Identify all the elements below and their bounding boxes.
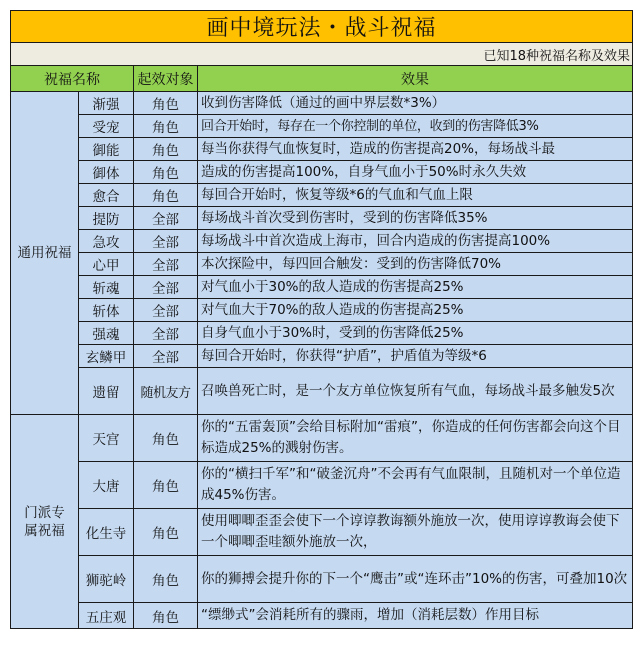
table-row [11,462,633,509]
blessing-target: 角色 [134,161,198,184]
blessing-name: 狮驼岭 [79,556,134,603]
blessing-target: 全部 [134,253,198,276]
blessing-target: 全部 [134,299,198,322]
blessing-target: 角色 [134,138,198,161]
header-name: 祝福名称 [11,66,134,92]
table-row [11,184,633,207]
page-title: 画中境玩法・战斗祝福 [11,11,633,43]
table-row [11,276,633,299]
table-row [11,322,633,345]
blessing-target: 角色 [134,115,198,138]
blessing-name: 遗留 [79,368,134,415]
blessing-effect: 使用唧唧歪歪会使下一个谆谆教诲额外施放一次，使用谆谆教诲会使下一个唧唧歪哇额外施放一次， [198,509,633,556]
blessing-effect: 回合开始时，每存在一个你控制的单位，收到的伤害降低3% [198,115,633,138]
header-target: 起效对象 [134,66,198,92]
blessing-effect: 每当你获得气血恢复时，造成的伤害提高20%，每场战斗最 [198,138,633,161]
blessing-name: 强魂 [79,322,134,345]
table-row [11,230,633,253]
blessing-name: 斩体 [79,299,134,322]
table-row [11,92,633,115]
blessing-name: 受宠 [79,115,134,138]
blessing-name: 五庄观 [79,603,134,629]
blessing-target: 全部 [134,345,198,368]
blessing-target: 角色 [134,556,198,603]
blessing-target: 全部 [134,230,198,253]
category-general: 通用祝福 [11,92,79,415]
blessing-effect: 每回合开始时，你获得“护盾”，护盾值为等级*6 [198,345,633,368]
table-row [11,415,633,462]
table-row [11,115,633,138]
blessing-effect: 每回合开始时，恢复等级*6的气血和气血上限 [198,184,633,207]
blessing-name: 提防 [79,207,134,230]
blessing-target: 角色 [134,184,198,207]
blessing-effect: 每场战斗中首次造成上海市，回合内造成的伤害提高100% [198,230,633,253]
blessing-target: 全部 [134,207,198,230]
subtitle: 已知18种祝福名称及效果 [11,43,633,66]
blessings-table [10,10,633,629]
blessing-effect: 召唤兽死亡时，是一个友方单位恢复所有气血，每场战斗最多触发5次 [198,368,633,415]
blessing-target: 角色 [134,462,198,509]
category-sect-line-2: 属祝福 [24,522,65,539]
table-row [11,207,633,230]
blessing-name: 渐强 [79,92,134,115]
blessing-target: 角色 [134,415,198,462]
blessing-effect: 每场战斗首次受到伤害时，受到的伤害降低35% [198,207,633,230]
blessing-effect: 你的狮搏会提升你的下一个“鹰击”或“连环击”10%的伤害，可叠加10次 [198,556,633,603]
blessing-name: 心甲 [79,253,134,276]
blessing-target: 角色 [134,92,198,115]
blessing-name: 御能 [79,138,134,161]
header-effect: 效果 [198,66,633,92]
category-sect-line-1: 门派专 [24,504,65,521]
blessing-effect: 你的“横扫千军”和“破釜沉舟”不会再有气血限制，且随机对一个单位造成45%伤害。 [198,462,633,509]
table-row [11,368,633,415]
table-row [11,603,633,629]
blessing-name: 化生寺 [79,509,134,556]
blessing-name: 大唐 [79,462,134,509]
blessing-effect: 对气血小于30%的敌人造成的伤害提高25% [198,276,633,299]
blessing-target: 全部 [134,322,198,345]
blessing-name: 愈合 [79,184,134,207]
blessing-effect: 对气血大于70%的敌人造成的伤害提高25% [198,299,633,322]
blessing-name: 御体 [79,161,134,184]
blessing-name: 天宫 [79,415,134,462]
blessing-target: 全部 [134,276,198,299]
blessing-effect: “缥缈式”会消耗所有的骤雨，增加（消耗层数）作用目标 [198,603,633,629]
blessing-effect: 本次探险中，每四回合触发：受到的伤害降低70% [198,253,633,276]
blessing-effect: 自身气血小于30%时，受到的伤害降低25% [198,322,633,345]
blessing-target: 角色 [134,603,198,629]
table-row [11,509,633,556]
blessing-effect: 造成的伤害提高100%，自身气血小于50%时永久失效 [198,161,633,184]
blessing-name: 斩魂 [79,276,134,299]
blessing-effect: 收到伤害降低（通过的画中界层数*3%） [198,92,633,115]
table-row [11,138,633,161]
table-row [11,556,633,603]
blessing-target: 角色 [134,509,198,556]
blessing-name: 玄鳞甲 [79,345,134,368]
table-row [11,161,633,184]
blessing-effect: 你的“五雷轰顶”会给目标附加“雷痕”，你造成的任何伤害都会向这个目标造成25%的溅射伤害。 [198,415,633,462]
table-row [11,253,633,276]
table-row [11,299,633,322]
category-sect [11,415,79,629]
header-row [11,66,633,92]
blessing-target: 随机友方 [134,368,198,415]
table-row [11,345,633,368]
blessing-name: 急攻 [79,230,134,253]
